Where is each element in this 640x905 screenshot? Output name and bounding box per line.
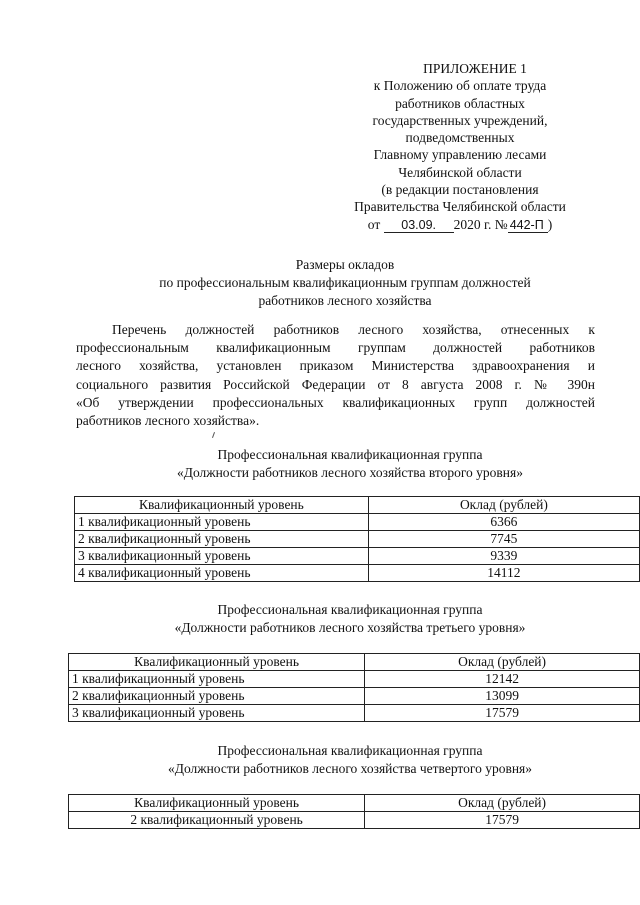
column-header-salary: Оклад (рублей)	[368, 497, 639, 514]
salary-cell: 9339	[368, 548, 639, 565]
stray-mark	[212, 432, 215, 438]
column-header-level: Квалификационный уровень	[75, 497, 369, 514]
level-cell: 1 квалификационный уровень	[75, 514, 369, 531]
level-cell: 1 квалификационный уровень	[69, 671, 365, 688]
group-heading	[60, 742, 640, 778]
title-line: по профессиональным квалификационным группам должностей	[159, 275, 531, 290]
title-line: Размеры окладов	[295, 257, 395, 272]
salary-cell: 6366	[368, 514, 639, 531]
table-row	[75, 531, 640, 548]
level-cell: 4 квалификационный уровень	[75, 565, 369, 582]
table-row	[75, 548, 640, 565]
intro-line: профессиональным квалификационным группам должностей работников	[76, 340, 595, 356]
group-heading	[60, 601, 640, 637]
intro-line: работников лесного хозяйства».	[76, 413, 260, 429]
intro-line: «Об утверждении профессиональных квалификационных групп должностей	[76, 394, 595, 410]
group-heading-subtitle: «Должности работников лесного хозяйства четвертого уровня»	[167, 761, 532, 776]
salary-cell: 13099	[365, 688, 640, 705]
appendix-line: к Положению об оплате труда	[373, 78, 547, 94]
level-cell: 2 квалификационный уровень	[69, 688, 365, 705]
date-prefix: от	[367, 216, 381, 232]
appendix-line: Правительства Челябинской области	[354, 199, 566, 215]
column-header-level: Квалификационный уровень	[69, 795, 365, 812]
level-cell: 2 квалификационный уровень	[69, 812, 365, 829]
column-header-salary: Оклад (рублей)	[365, 795, 640, 812]
table-row	[69, 705, 640, 722]
salary-table	[68, 653, 640, 722]
level-cell: 2 квалификационный уровень	[75, 531, 369, 548]
title-line: работников лесного хозяйства	[258, 293, 432, 308]
column-header-salary: Оклад (рублей)	[365, 654, 640, 671]
document-title	[60, 256, 630, 310]
number-suffix: )	[547, 216, 553, 232]
appendix-line: государственных учреждений,	[372, 112, 548, 128]
salary-cell: 7745	[368, 531, 639, 548]
table-row	[75, 565, 640, 582]
table-header-row	[69, 654, 640, 671]
table-row	[69, 812, 640, 829]
appendix-line: Главному управлению лесами	[373, 147, 547, 163]
intro-line: социального развития Российской Федерации от 8 августа 2008 г. № 390н	[76, 376, 595, 392]
salary-cell: 17579	[365, 705, 640, 722]
table-header-row	[69, 795, 640, 812]
appendix-date-line	[330, 216, 590, 233]
salary-table	[68, 794, 640, 829]
handwritten-number: 442-П	[508, 219, 548, 233]
salary-cell: 12142	[365, 671, 640, 688]
appendix-line: Челябинской области	[398, 164, 522, 180]
appendix-line: (в редакции постановления	[381, 182, 539, 198]
group-heading-title: Профессиональная квалификационная группа	[217, 743, 483, 758]
table-row	[69, 688, 640, 705]
appendix-line: подведомственных	[405, 130, 515, 146]
appendix-line: работников областных	[395, 95, 525, 111]
salary-cell: 17579	[365, 812, 640, 829]
group-heading-subtitle: «Должности работников лесного хозяйства третьего уровня»	[174, 620, 526, 635]
date-suffix: 2020 г. №	[453, 216, 508, 232]
level-cell: 3 квалификационный уровень	[69, 705, 365, 722]
group-heading-subtitle: «Должности работников лесного хозяйства второго уровня»	[176, 465, 523, 480]
appendix-title: ПРИЛОЖЕНИЕ 1	[423, 61, 527, 76]
salary-table	[74, 496, 640, 582]
group-heading-title: Профессиональная квалификационная группа	[217, 447, 483, 462]
table-row	[69, 671, 640, 688]
table-header-row	[75, 497, 640, 514]
table-row	[75, 514, 640, 531]
intro-line: лесного хозяйства, установлен приказом Министерства здравоохранения и	[76, 358, 595, 374]
appendix-header	[330, 60, 590, 233]
salary-cell: 14112	[368, 565, 639, 582]
group-heading-title: Профессиональная квалификационная группа	[217, 602, 483, 617]
handwritten-date: 03.09.	[384, 219, 454, 233]
column-header-level: Квалификационный уровень	[69, 654, 365, 671]
group-heading	[60, 446, 640, 482]
intro-paragraph	[76, 321, 595, 430]
level-cell: 3 квалификационный уровень	[75, 548, 369, 565]
intro-line: Перечень должностей работников лесного хозяйства, отнесенных к	[112, 322, 595, 337]
